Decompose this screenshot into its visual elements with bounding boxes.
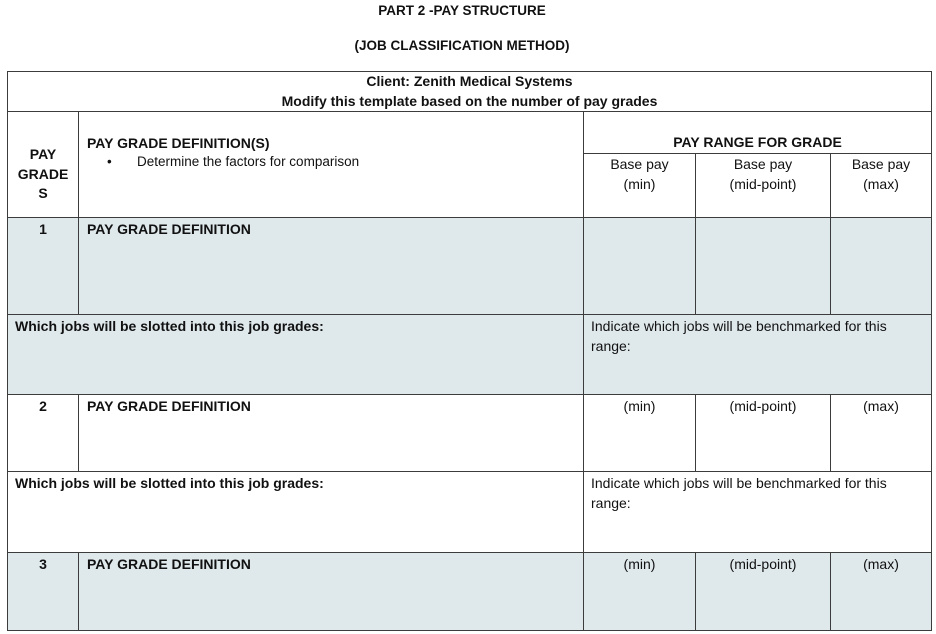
base-pay-sub: (min) bbox=[623, 175, 656, 192]
grade-mid-cell[interactable]: (mid-point) bbox=[696, 553, 831, 631]
grade-number: 2 bbox=[8, 395, 79, 472]
grade-mid-cell[interactable] bbox=[696, 218, 831, 315]
grade-number: 3 bbox=[8, 553, 79, 631]
grade-definition[interactable]: PAY GRADE DEFINITION bbox=[79, 553, 584, 631]
definition-bullet-item bbox=[87, 153, 575, 171]
base-pay-mid-header bbox=[696, 154, 831, 218]
grade-max-cell[interactable]: (max) bbox=[831, 553, 932, 631]
benchmark-prompt[interactable]: Indicate which jobs will be benchmarked for this range: bbox=[584, 315, 932, 395]
client-header-cell bbox=[8, 72, 932, 112]
base-pay-label: Base pay bbox=[733, 156, 793, 173]
base-pay-sub: (mid-point) bbox=[729, 175, 797, 192]
pay-grades-header bbox=[8, 112, 79, 218]
pay-grades-header-line: GRADE bbox=[17, 165, 69, 182]
client-name: Client: Zenith Medical Systems bbox=[366, 73, 573, 89]
grade-min-cell[interactable]: (min) bbox=[584, 395, 696, 472]
definition-bullet-text: Determine the factors for comparison bbox=[137, 154, 360, 170]
grade-row-2 bbox=[8, 395, 932, 472]
grade-number: 1 bbox=[8, 218, 79, 315]
grade-row-1 bbox=[8, 218, 932, 315]
base-pay-label: Base pay bbox=[610, 156, 669, 173]
grade-mid-cell[interactable]: (mid-point) bbox=[696, 395, 831, 472]
bullet-icon: • bbox=[107, 154, 112, 170]
document-subtitle: (JOB CLASSIFICATION METHOD) bbox=[354, 38, 570, 53]
definition-header-cell bbox=[79, 112, 584, 218]
pay-grades-header-line: PAY bbox=[29, 146, 57, 163]
slot-row-2 bbox=[8, 472, 932, 553]
pay-range-header: PAY RANGE FOR GRADE bbox=[584, 112, 932, 154]
base-pay-sub: (max) bbox=[863, 175, 899, 192]
slot-row-1 bbox=[8, 315, 932, 395]
pay-structure-table bbox=[7, 71, 932, 631]
base-pay-min-header bbox=[584, 154, 696, 218]
slot-question[interactable]: Which jobs will be slotted into this job grades: bbox=[8, 472, 584, 553]
grade-max-cell[interactable] bbox=[831, 218, 932, 315]
grade-min-cell[interactable] bbox=[584, 218, 696, 315]
pay-grades-header-line: S bbox=[38, 185, 48, 202]
grade-definition[interactable]: PAY GRADE DEFINITION bbox=[79, 395, 584, 472]
base-pay-label: Base pay bbox=[851, 156, 911, 173]
document-title: PART 2 -PAY STRUCTURE bbox=[378, 3, 546, 18]
benchmark-prompt[interactable]: Indicate which jobs will be benchmarked for this range: bbox=[584, 472, 932, 553]
slot-question[interactable]: Which jobs will be slotted into this job grades: bbox=[8, 315, 584, 395]
definition-header: PAY GRADE DEFINITION(S) bbox=[87, 135, 270, 152]
grade-min-cell[interactable]: (min) bbox=[584, 553, 696, 631]
base-pay-max-header bbox=[831, 154, 932, 218]
template-instruction: Modify this template based on the number of pay grades bbox=[281, 92, 658, 109]
grade-max-cell[interactable]: (max) bbox=[831, 395, 932, 472]
grade-row-3 bbox=[8, 553, 932, 631]
grade-definition[interactable]: PAY GRADE DEFINITION bbox=[79, 218, 584, 315]
